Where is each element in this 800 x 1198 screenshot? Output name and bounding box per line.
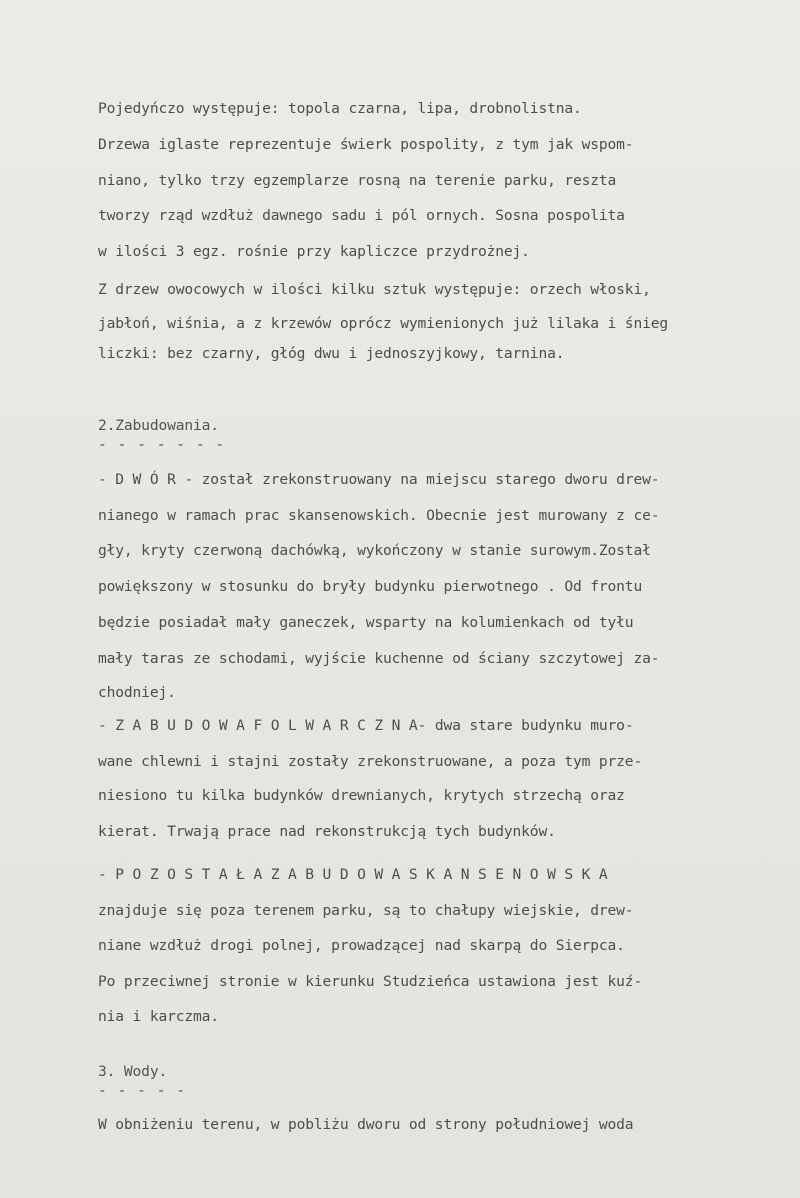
text-line: będzie posiadał mały ganeczek, wsparty na kolumienkach od tyłu — [98, 614, 634, 631]
text-line: w ilości 3 egz. rośnie przy kapliczce przydrożnej. — [98, 243, 530, 260]
section-3-underline: - - - - - — [98, 1082, 187, 1099]
dwor-text: - został zrekonstruowany na miejscu starego dworu drew- — [175, 471, 660, 488]
text-line: nianego w ramach prac skansenowskich. Obecnie jest murowany z ce- — [98, 507, 660, 524]
section-2-title: 2.Zabudowania. — [98, 417, 219, 434]
text-line: niesiono tu kilka budynków drewnianych, krytych strzechą oraz — [98, 787, 625, 804]
folwark-lead: - Z A B U D O W A F O L W A R C Z N A — [98, 717, 418, 734]
section-3-title: 3. Wody. — [98, 1063, 168, 1080]
text-line: tworzy rząd wzdłuż dawnego sadu i pól ornych. Sosna pospolita — [98, 207, 625, 224]
text-line: kierat. Trwają prace nad rekonstrukcją tych budynków. — [98, 823, 556, 840]
folwark-text: - dwa stare budynku muro- — [417, 717, 634, 734]
text-line: wane chlewni i stajni zostały zrekonstruowane, a poza tym prze- — [98, 753, 643, 770]
text-line: znajduje się poza terenem parku, są to chałupy wiejskie, drew- — [98, 902, 634, 919]
text-line: Po przeciwnej stronie w kierunku Studzieńca ustawiona jest kuź- — [98, 973, 643, 990]
text-line: gły, kryty czerwoną dachówką, wykończony w stanie surowym.Został — [98, 542, 651, 559]
dwor-first-line — [98, 471, 659, 489]
text-line: Pojedyńczo występuje: topola czarna, lipa, drobnolistna. — [98, 100, 582, 117]
pozostala-lead: - P O Z O S T A Ł A Z A B U D O W A S K A N S E N O W S K A — [98, 866, 608, 883]
text-line: niane wzdłuż drogi polnej, prowadzącej nad skarpą do Sierpca. — [98, 937, 625, 954]
text-line: chodniej. — [98, 684, 176, 701]
text-line: Drzewa iglaste reprezentuje świerk pospolity, z tym jak wspom- — [98, 136, 634, 153]
text-line: mały taras ze schodami, wyjście kuchenne od ściany szczytowej za- — [98, 650, 660, 667]
text-line: W obniżeniu terenu, w pobliżu dworu od strony południowej woda — [98, 1116, 634, 1133]
folwark-first-line — [98, 717, 633, 735]
text-line: liczki: bez czarny, głóg dwu i jednoszyjkowy, tarnina. — [98, 345, 565, 362]
dwor-lead: - D W Ó R — [98, 471, 176, 488]
text-line: nia i karczma. — [98, 1008, 219, 1025]
text-line: powiększony w stosunku do bryły budynku pierwotnego . Od frontu — [98, 578, 643, 595]
text-line: Z drzew owocowych w ilości kilku sztuk występuje: orzech włoski, — [98, 281, 651, 298]
section-2-underline: - - - - - - - — [98, 436, 226, 453]
text-line: niano, tylko trzy egzemplarze rosną na terenie parku, reszta — [98, 172, 617, 189]
text-line: jabłoń, wiśnia, a z krzewów oprócz wymienionych już lilaka i śnieg — [98, 315, 668, 332]
